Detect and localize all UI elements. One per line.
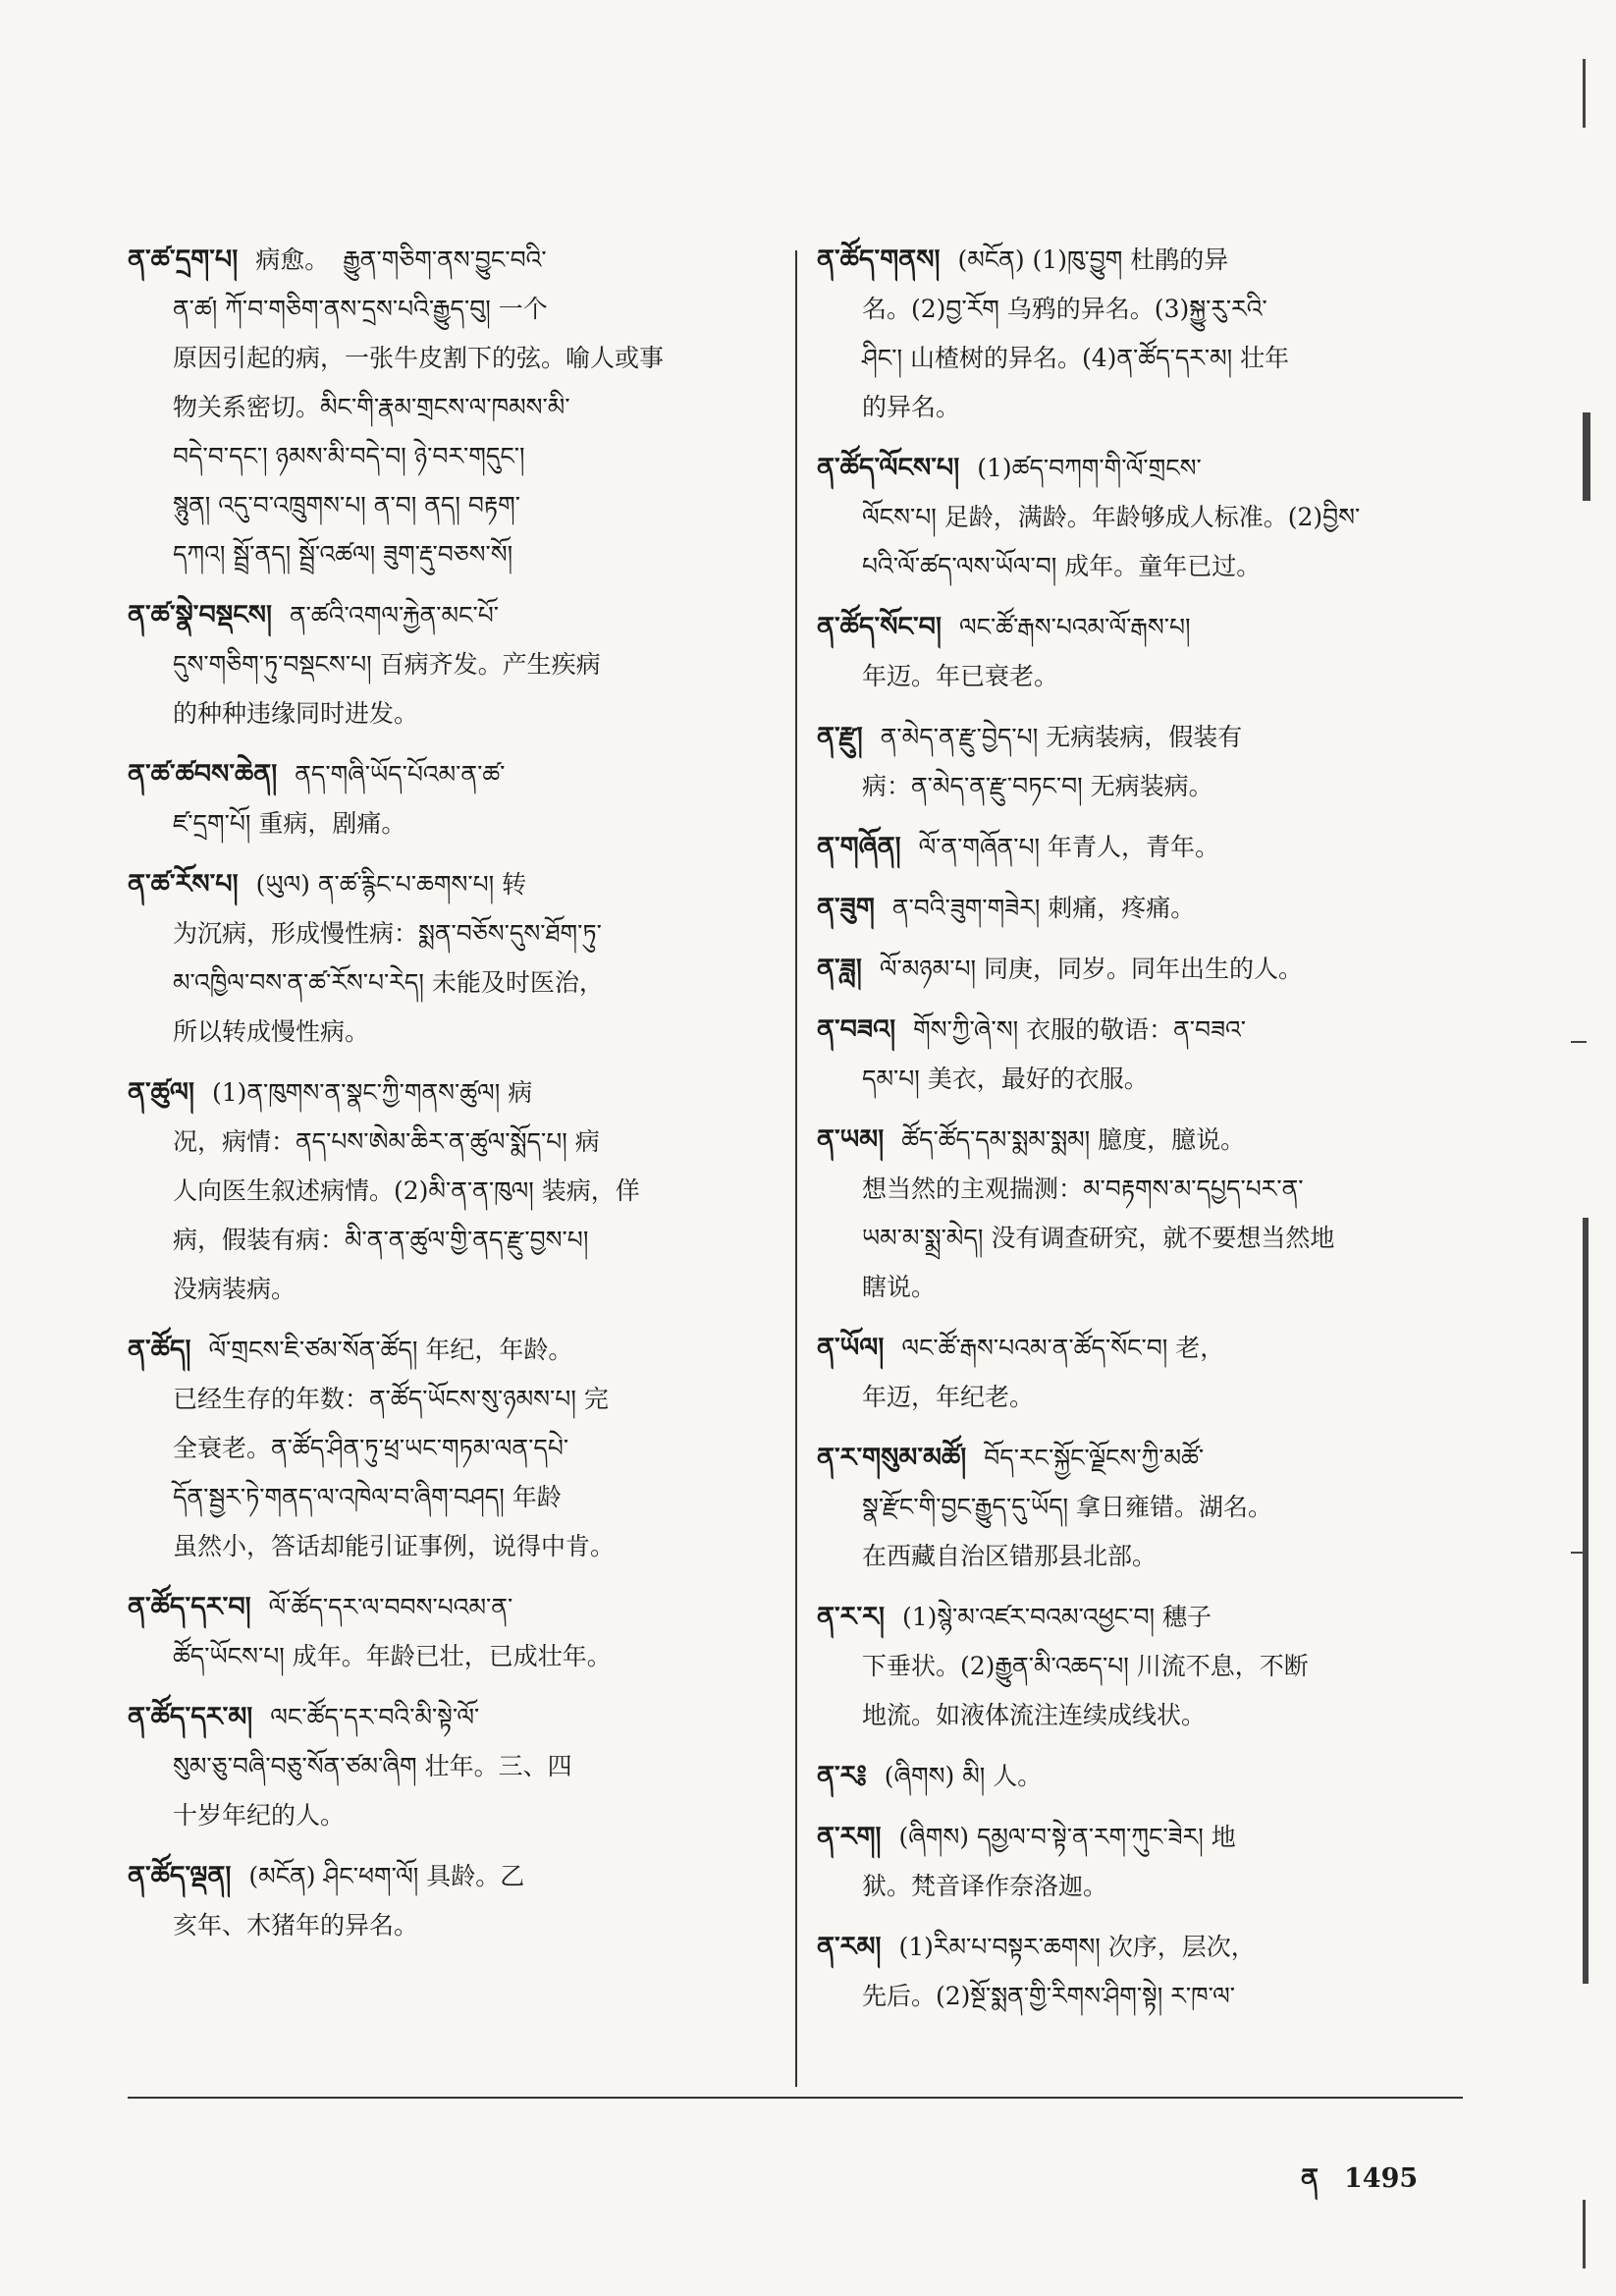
definition-text: 物关系密切。མིང་གི་རྣམ་གྲངས་ལ་ཁམས་མི་: [173, 393, 570, 421]
dictionary-entry: [817, 1752, 1465, 1801]
entry-body-line: [128, 689, 795, 738]
definition-text: (མངོན) ཤིང་ཕག་ལོ། 具龄。乙: [248, 1862, 525, 1890]
headword: ན་ཚོད་སོང་བ།: [817, 612, 942, 642]
headword: ན་ཚོད་དར་མ།: [128, 1702, 253, 1732]
headword: ན་ཟླ།: [817, 954, 862, 984]
entry-body-line: [128, 1901, 795, 1950]
entry-body-line: [128, 432, 795, 481]
definition-text: ལོ་ཚོད་དར་ལ་བབས་པའམ་ན་: [268, 1593, 513, 1621]
definition-text: 况，病情：ནད་པས་ཨེམ་ཆིར་ན་ཚུལ་སྨོད་པ། 病: [173, 1127, 600, 1156]
entry-head-line: [817, 1923, 1465, 1972]
dictionary-entry: [817, 1116, 1465, 1312]
left-column: [128, 236, 795, 1962]
dictionary-entry: [817, 444, 1465, 591]
definition-text: 为沉病，形成慢性病：སྨན་བཅོས་དུས་ཐོག་ཏུ་: [173, 919, 602, 948]
definition-text: 狱。梵音译作奈洛迦。: [862, 1872, 1108, 1900]
definition-text: བདེ་བ་དང་། ཉམས་མི་བདེ་བ། ཉེ་བར་གདུང་།: [173, 442, 525, 470]
definition-text: (མངོན) (1)ཁུ་བྱུག 杜鹃的异: [957, 246, 1229, 274]
definition-text: (1)ཚད་བཀག་གི་ལོ་གྲངས་: [977, 454, 1202, 482]
entry-head-line: [817, 1324, 1465, 1373]
entry-head-line: [128, 591, 795, 640]
definition-text: 地流。如液体流注连续成线状。: [862, 1701, 1207, 1729]
entry-body-line: [817, 762, 1465, 811]
definition-text: རྒྱུན་གཅིག་ནས་བྱུང་བའི་: [343, 246, 547, 274]
definition-text: 年迈。年已衰老。: [862, 662, 1059, 690]
dictionary-entry: [817, 823, 1465, 872]
page-footer: [1301, 2149, 1443, 2223]
headword: ན་བཟའ།: [817, 1014, 896, 1045]
entry-body-line: [128, 1216, 795, 1265]
entry-body-line: [817, 1055, 1465, 1104]
dictionary-entry: [817, 884, 1465, 933]
entry-head-line: [128, 1068, 795, 1118]
headword: ན་ར་གསུམ་མཚོ།: [817, 1443, 967, 1473]
headword: ན་ཚོད་དར་བ།: [128, 1592, 251, 1622]
definition-text: ན་ཚའི་འགལ་རྐྱེན་མང་པོ་: [290, 601, 500, 629]
entry-body-line: [128, 1632, 795, 1681]
scan-edge-mark: [1583, 59, 1586, 128]
dictionary-entry: [128, 1693, 795, 1840]
entry-body-line: [817, 334, 1465, 383]
definition-text: 十岁年纪的人。: [173, 1801, 346, 1830]
definition-text: ན་མེད་ན་རྫུ་བྱེད་པ། 无病装病，假装有: [880, 723, 1243, 751]
dictionary-entry: [817, 945, 1465, 994]
entry-head-line: [128, 1693, 795, 1742]
entry-body-line: [817, 1165, 1465, 1214]
definition-text: (1)སྙེ་མ་འཛར་བའམ་འཕྱང་བ། 穗子: [902, 1603, 1212, 1631]
column-divider: [795, 250, 797, 2087]
definition-text: 人向医生叙述病情。(2)མི་ན་ན་ཁུལ། 装病，佯: [173, 1176, 640, 1205]
headword: ན་ཚོད་ལོངས་པ།: [817, 453, 960, 483]
entry-head-line: [817, 713, 1465, 762]
headword: ན་ཚོད་ལྡན།: [128, 1861, 232, 1891]
headword: ན་ཟུག: [817, 893, 875, 923]
definition-text: 的种种违缘同时进发。: [173, 699, 419, 728]
definition-text: སྣ་རྫོང་གི་བྱང་རྒྱུད་དུ་ཡོད། 拿日雍错。湖名。: [862, 1493, 1273, 1521]
entry-body-line: [128, 1265, 795, 1314]
headword: ན་ཚོད་གནས།: [817, 245, 941, 275]
entry-body-line: [128, 1008, 795, 1057]
entry-body-line: [128, 1167, 795, 1216]
headword: ན་རག།: [817, 1822, 882, 1852]
entry-body-line: [128, 1791, 795, 1840]
right-column: [817, 236, 1465, 2033]
definition-text: ལོ་གྲངས་ཇི་ཙམ་སོན་ཚོད། 年纪，年龄。: [208, 1336, 573, 1364]
entry-body-line: [817, 1483, 1465, 1532]
definition-text: 亥年、木猪年的异名。: [173, 1911, 419, 1940]
entry-body-line: [817, 542, 1465, 591]
dictionary-entry: [817, 1593, 1465, 1740]
entry-head-line: [128, 1852, 795, 1901]
entry-body-line: [817, 1972, 1465, 2021]
dictionary-entry: [817, 1434, 1465, 1581]
definition-text: 虽然小，答话却能引证事例，说得中肯。: [173, 1532, 616, 1560]
scan-edge-tick: [1571, 1552, 1587, 1554]
dictionary-entry: [128, 750, 795, 848]
entry-body-line: [128, 640, 795, 689]
definition-text: མ་འཁྱིལ་བས་ན་ཚ་རོས་པ་རེད། 未能及时医治，: [173, 968, 604, 997]
definition-text: ལང་ཚོ་རྒས་པའམ་ལོ་རྒས་པ།: [958, 613, 1191, 641]
dictionary-entry: [817, 236, 1465, 432]
headword: ན་ར་ར།: [817, 1602, 885, 1632]
dictionary-entry: [817, 713, 1465, 811]
entry-body-line: [128, 1375, 795, 1424]
headword: ན་ཚ་ཚབས་ཆེན།: [128, 759, 278, 790]
entry-head-line: [817, 603, 1465, 652]
entry-head-line: [817, 823, 1465, 872]
definition-text: (ཡུལ) ན་ཚ་རྙིང་པ་ཆགས་པ། 转: [255, 870, 527, 899]
definition-text: ཡམ་མ་སྨྲ་མེད། 没有调查研究，就不要想当然地: [862, 1224, 1335, 1252]
entry-body-line: [817, 652, 1465, 701]
entry-body-line: [128, 958, 795, 1008]
scan-edge-mark: [1583, 2200, 1586, 2269]
entry-head-line: [817, 236, 1465, 285]
dictionary-entry: [128, 1068, 795, 1314]
definition-text: 下垂状。(2)རྒྱུན་མི་འཆད་པ། 川流不息，不断: [862, 1652, 1309, 1680]
definition-text: དོན་སྦྱར་ཏེ་གནད་ལ་འཁེལ་བ་ཞིག་བཤད། 年龄: [173, 1483, 562, 1511]
definition-text: 所以转成慢性病。: [173, 1017, 370, 1046]
definition-text: ནད་གཞི་ཡོད་པོའམ་ན་ཚ་: [295, 760, 506, 789]
headword: ན་ཡོལ།: [817, 1333, 885, 1363]
entry-head-line: [817, 1116, 1465, 1165]
definition-text: དམ་པ། 美衣，最好的衣服。: [862, 1065, 1149, 1093]
dictionary-entry: [128, 1326, 795, 1571]
entry-body-line: [817, 1373, 1465, 1422]
definition-text: སྙུན། འདུ་བ་འཁྲུགས་པ། ན་བ། ནད། བརྟག་: [173, 491, 520, 519]
entry-body-line: [128, 1118, 795, 1167]
definition-text: ལང་ཚོ་རྒས་པའམ་ན་ཚོད་སོང་བ། 老，: [901, 1334, 1225, 1362]
definition-text: 名。(2)བྱ་རོག 乌鸦的异名。(3)སྐྱུ་རུ་རའི་: [862, 295, 1267, 323]
entry-body-line: [128, 1522, 795, 1571]
definition-text: བོད་རང་སྐྱོང་ལྗོངས་ཀྱི་མཚོ་: [984, 1444, 1205, 1472]
dictionary-entry: [128, 1852, 795, 1950]
entry-body-line: [128, 285, 795, 334]
entry-head-line: [817, 1006, 1465, 1055]
entry-body-line: [128, 1473, 795, 1522]
definition-text: 想当然的主观揣测：མ་བརྟགས་མ་དཔྱད་པར་ན་: [862, 1175, 1304, 1203]
entry-body-line: [817, 493, 1465, 542]
entry-head-line: [817, 1752, 1465, 1801]
definition-text: 的异名。: [862, 393, 961, 421]
definition-text: (1)ན་ཁུགས་ན་སྣང་ཀྱི་གནས་ཚུལ། 病: [211, 1078, 533, 1107]
entry-head-line: [128, 750, 795, 799]
definition-text: ལོངས་པ། 足龄，满龄。年龄够成人标准。(2)བྱིས་: [862, 503, 1361, 531]
definition-text: 在西藏自治区错那县北部。: [862, 1542, 1158, 1570]
definition-text: གོས་ཀྱི་ཞེ་ས། 衣服的敬语：ན་བཟའ་: [913, 1015, 1247, 1044]
definition-text: 没病装病。: [173, 1275, 296, 1303]
headword: ན་ཚོད།: [128, 1335, 191, 1365]
dictionary-entry: [128, 860, 795, 1057]
definition-text: ལོ་ན་གཞོན་པ། 年青人，青年。: [918, 833, 1219, 861]
definition-text: (ཞིགས) དམྱལ་བ་སྟེ་ན་རག་ཀུང་ཟེར། 地: [898, 1823, 1236, 1851]
section-letter: ན: [1301, 2163, 1320, 2194]
definition-text: ལོ་མཉམ་པ། 同庚，同岁。同年出生的人。: [879, 955, 1304, 983]
entry-head-line: [128, 236, 795, 285]
definition-text: 原因引起的病，一张牛皮割下的弦。喻人或事: [173, 344, 665, 372]
dictionary-entry: [128, 591, 795, 738]
entry-body-line: [817, 1642, 1465, 1691]
headword: ན་ཚ་སྣེ་བསྡངས།: [128, 600, 272, 630]
definition-text: 年迈，年纪老。: [862, 1383, 1035, 1411]
definition-text: ན་ཚ། ཀོ་བ་གཅིག་ནས་དྲས་པའི་རྒྱུད་བུ། 一个: [173, 295, 548, 323]
definition-text: ཤིང་། 山楂树的异名。(4)ན་ཚོད་དར་མ། 壮年: [862, 344, 1290, 372]
definition-text: 瞎说。: [862, 1273, 937, 1301]
headword: ན་གཞོན།: [817, 832, 901, 862]
entry-head-line: [128, 1326, 795, 1375]
entry-body-line: [128, 799, 795, 848]
entry-body-line: [817, 285, 1465, 334]
definition-text: 已经生存的年数：ན་ཚོད་ཡོངས་སུ་ཉམས་པ། 完: [173, 1385, 609, 1413]
dictionary-entry: [817, 1324, 1465, 1422]
page-number: 1495: [1344, 2163, 1419, 2194]
definition-text: (ཞིགས) མི། 人。: [884, 1762, 1043, 1790]
entry-body-line: [128, 334, 795, 383]
dictionary-entry: [817, 1813, 1465, 1911]
definition-text: 病愈。: [255, 246, 330, 274]
entry-body-line: [128, 481, 795, 530]
dictionary-entry: [817, 1006, 1465, 1104]
definition-text: 病，假装有病：མི་ན་ན་ཚུལ་གྱི་ནད་རྫུ་བྱས་པ།: [173, 1226, 589, 1254]
entry-head-line: [817, 945, 1465, 994]
dictionary-entry: [817, 603, 1465, 701]
entry-head-line: [817, 444, 1465, 493]
entry-body-line: [817, 1862, 1465, 1911]
definition-text: ཛ་དྲག་པོ། 重病，剧痛。: [173, 809, 406, 838]
entry-head-line: [817, 1593, 1465, 1642]
entry-head-line: [817, 884, 1465, 933]
entry-body-line: [128, 1742, 795, 1791]
entry-body-line: [817, 1691, 1465, 1740]
entry-body-line: [817, 383, 1465, 432]
entry-head-line: [817, 1434, 1465, 1483]
headword: ན་རྫུ།: [817, 722, 863, 752]
headword: ན་ཡམ།: [817, 1124, 885, 1155]
definition-text: པའི་ལོ་ཚད་ལས་ཡོལ་བ། 成年。童年已过。: [862, 552, 1262, 580]
headword: ན་ཚ་རོས་པ།: [128, 869, 239, 900]
definition-text: སུམ་ཅུ་བཞི་བཅུ་སོན་ཙམ་ཞིག 壮年。三、四: [173, 1752, 572, 1780]
headword: ན་ཚ་དྲག་པ།: [128, 245, 239, 275]
entry-head-line: [128, 860, 795, 909]
definition-text: དུས་གཅིག་ཏུ་བསྡངས་པ། 百病齐发。产生疾病: [173, 650, 601, 679]
entry-body-line: [817, 1532, 1465, 1581]
page-bottom-rule: [128, 2097, 1463, 2099]
definition-text: དཀའ། སྦྲོ་ནད། སྦྲོ་འཚལ། ཟུག་རྡུ་བཅས་སོ།: [173, 540, 513, 569]
definition-text: ཚོད་ཡོངས་པ། 成年。年龄已壮，已成壮年。: [173, 1642, 612, 1670]
scan-edge-mark: [1583, 412, 1590, 501]
headword: ན་ར༔: [817, 1761, 867, 1791]
definition-text: ན་བའི་ཟུག་གཟེར། 刺痛，疼痛。: [891, 894, 1196, 922]
definition-text: 全衰老。ན་ཚོད་ཤིན་ཏུ་ཕྲ་ཡང་གཏམ་ལན་དཔེ་: [173, 1434, 569, 1462]
entry-head-line: [817, 1813, 1465, 1862]
entry-body-line: [817, 1263, 1465, 1312]
entry-body-line: [128, 909, 795, 958]
definition-text: (1)རིམ་པ་བསྟར་ཆགས། 次序，层次，: [898, 1933, 1256, 1961]
scan-edge-tick: [1571, 1041, 1587, 1043]
scan-edge-mark: [1583, 1218, 1589, 1984]
dictionary-entry: [128, 1583, 795, 1681]
dictionary-entry: [128, 236, 795, 579]
entry-head-line: [128, 1583, 795, 1632]
definition-text: 病：ན་མེད་ན་རྫུ་བཏང་བ། 无病装病。: [862, 772, 1213, 800]
entry-body-line: [817, 1214, 1465, 1263]
headword: ན་ཚུལ།: [128, 1077, 194, 1108]
dictionary-entry: [817, 1923, 1465, 2021]
entry-body-line: [128, 383, 795, 432]
entry-body-line: [128, 1424, 795, 1473]
definition-text: ཚོད་ཚོད་དམ་སྨམ་སྨམ། 臆度，臆说。: [901, 1125, 1246, 1154]
entry-body-line: [128, 530, 795, 579]
definition-text: 先后。(2)སྔོ་སྨན་གྱི་རིགས་ཤིག་སྟེ། ར་ཁ་ལ་: [862, 1982, 1235, 2010]
definition-text: ལང་ཚོད་དར་བའི་མི་སྟེ་ལོ་: [270, 1703, 480, 1731]
headword: ན་རམ།: [817, 1932, 882, 1962]
